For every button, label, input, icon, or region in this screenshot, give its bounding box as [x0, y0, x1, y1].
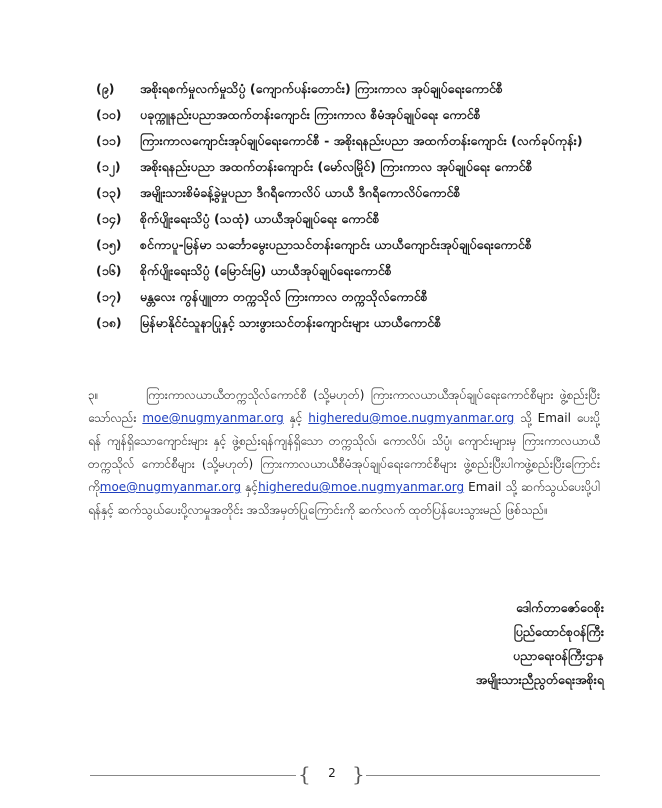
list-item-number: (၁၁) — [96, 133, 122, 148]
list-item-number: (၁၃) — [96, 185, 122, 200]
body-paragraph — [88, 384, 600, 522]
list-item — [96, 286, 616, 308]
signatory-government: အမျိုးသားညီညွတ်ရေးအစိုးရ — [475, 672, 604, 687]
email-link-higheredu[interactable]: higheredu@moe.nugmyanmar.org — [258, 480, 465, 494]
list-item-text: ကြားကာလကျောင်းအုပ်ချုပ်ရေးကောင်စီ - အစိုးရနည်းပညာ အထက်တန်းကျောင်း (လက်ခုပ်ကုန်း) — [140, 133, 583, 148]
signatory-ministry: ပညာရေးဝန်ကြီးဌာန — [512, 648, 604, 663]
paragraph-text: Email သို့ ဆက်သွယ်ပေးပို့ပါရန်နှင့် ဆက်သွယ်ပေးပို့လာမှုအတိုင်း အသိအမှတ်ပြုကြောင်းကို ဆက်လက် ထုတ်ပြန်ပေးသွားမည် ဖြစ်သည်။ — [88, 480, 600, 517]
list-item-number: (၁၅) — [96, 237, 122, 252]
paragraph-number: ၃။ — [88, 388, 99, 402]
list-item-text: အစိုးရစက်မှုလက်မှုသိပ္ပံ (ကျောက်ပန်းတောင်း) ကြားကာလ အုပ်ချုပ်ရေးကောင်စီ — [140, 81, 503, 96]
footer-rule-left — [90, 775, 296, 776]
page-number: 2 — [328, 766, 336, 780]
list-item — [96, 234, 616, 256]
list-item-number: (၁၄) — [96, 211, 122, 226]
list-item-number: (၁၀) — [96, 107, 122, 122]
signature-block — [404, 596, 604, 692]
footer-rule-right — [366, 775, 600, 776]
list-item-text: မြန်မာနိုင်ငံသူနာပြုနှင့် သားဖွားသင်တန်းကျောင်းများ ယာယီကောင်စီ — [140, 315, 442, 330]
email-link-moe[interactable]: moe@nugmyanmar.org — [142, 411, 284, 425]
paragraph-text: နှင့် — [283, 411, 309, 425]
list-item — [96, 312, 616, 334]
page-footer — [90, 762, 600, 786]
list-item — [96, 156, 616, 178]
paragraph-text: ကြားကာလယာယီတက္ကသိုလ်ကောင်စီ (သို့မဟုတ်) ကြားကာလယာယီအုပ်ချုပ်ရေးကောင်စီများ ဖွဲ့စည်းပြီးသော်လည်း — [88, 388, 600, 425]
list-item-number: (၉) — [96, 81, 115, 96]
list-item — [96, 130, 616, 152]
email-link-higheredu[interactable]: higheredu@moe.nugmyanmar.org — [308, 411, 515, 425]
list-item-text: ပခုက္ကူနည်းပညာအထက်တန်းကျောင်း ကြားကာလ စီမံအုပ်ချုပ်ရေး ကောင်စီ — [140, 107, 481, 122]
list-item-text: မန္တလေး ကွန်ပျူတာ တက္ကသိုလ် ကြားကာလ တက္ကသိုလ်ကောင်စီ — [140, 289, 428, 304]
council-list — [96, 78, 616, 338]
list-item-text: အစိုးရနည်းပညာ အထက်တန်းကျောင်း (မော်လမြိုင်) ကြားကာလ အုပ်ချုပ်ရေး ကောင်စီ — [140, 159, 533, 174]
list-item-number: (၁၇) — [96, 289, 122, 304]
paragraph-text: နှင့် — [241, 480, 259, 494]
footer-bracket-right: } — [352, 762, 365, 786]
list-item — [96, 260, 616, 282]
list-item-text: စင်ကာပူ-မြန်မာ သင်္ဘောမွေးပညာသင်တန်းကျောင်း ယာယီကျောင်းအုပ်ချုပ်ရေးကောင်စီ — [140, 237, 532, 252]
list-item-text: စိုက်ပျိုးရေးသိပ္ပံ (သထုံ) ယာယီအုပ်ချုပ်ရေး ကောင်စီ — [140, 211, 380, 226]
footer-bracket-left: { — [298, 762, 311, 786]
signatory-title: ပြည်ထောင်စုဝန်ကြီး — [513, 624, 604, 639]
signatory-name: ဒေါက်တာဇော်ဝေစိုး — [516, 600, 604, 615]
list-item-number: (၁၈) — [96, 315, 122, 330]
list-item — [96, 182, 616, 204]
paragraph-text: သို့ Email ပေးပို့ရန် ကျန်ရှိသောကျောင်းများ နှင့် ဖွဲ့စည်းရန်ကျန်ရှိသော တက္ကသိုလ်၊ ကောလိပ်၊ သိပ္ပံ၊ ကျောင်းများမှ ကြားကာလယာယီတက္ကသိုလ် ကောင်စီများ (သို့မဟုတ်) ကြားကာလယာယီစီမံအုပ်ချုပ်ရေးကောင်စီများ ဖွဲ့စည်းပြီးပါကဖွဲ့စည်းပြီးကြောင်းကို — [88, 411, 601, 494]
list-item — [96, 208, 616, 230]
list-item — [96, 104, 616, 126]
email-link-moe[interactable]: moe@nugmyanmar.org — [99, 480, 242, 494]
list-item-number: (၁၆) — [96, 263, 122, 278]
list-item-number: (၁၂) — [96, 159, 121, 174]
list-item-text: စိုက်ပျိုးရေးသိပ္ပံ (မြောင်းမြ) ယာယီအုပ်ချုပ်ရေးကောင်စီ — [140, 263, 392, 278]
list-item — [96, 78, 616, 100]
list-item-text: အမျိုးသားစိမံခန့်ခွဲမှုပညာ ဒီဂရီကောလိပ် ယာယီ ဒီဂရီကောလိပ်ကောင်စီ — [140, 185, 461, 200]
